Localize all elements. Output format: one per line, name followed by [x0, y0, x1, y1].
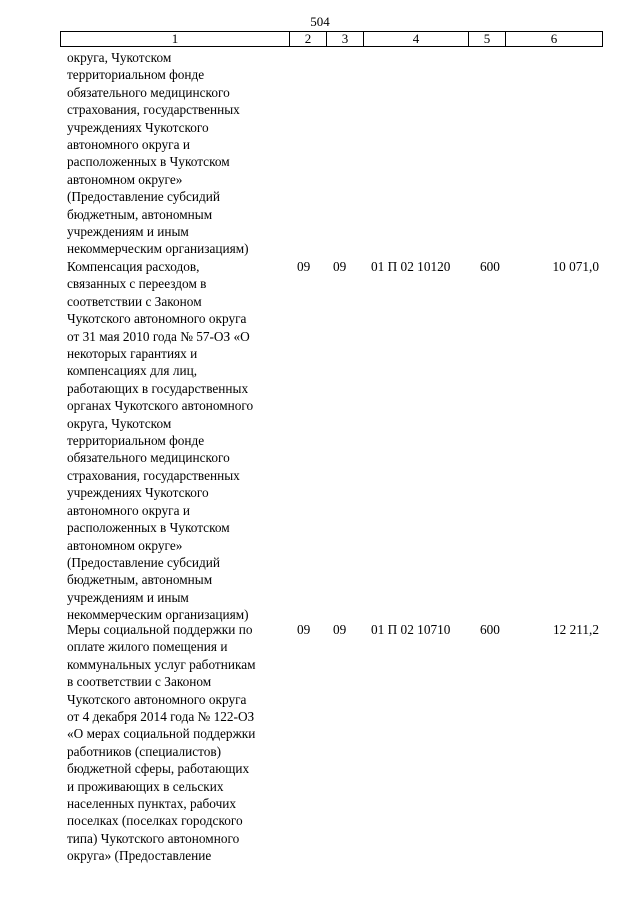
row-description: Компенсация расходов, связанных с переездом в соответствии с Законом Чукотского автономного округа от 31 мая 2010 года № 57-ОЗ «О некоторых гарантиях и компенсациях для лиц, работающих в государственных органах Чукотского автономного округа, Чукотском территориальном фонде обязательного медицинского страхования, государственных учреждениях Чукотского автономного округа и расположенных в Чукотском автономном округе» (Предоставление субсидий бюджетным, автономным учреждениям и иным некоммерческим организациям) [67, 259, 254, 623]
column-header-6: 6 [506, 32, 603, 47]
column-header-4: 4 [364, 32, 469, 47]
row-subsection: 09 [333, 622, 347, 637]
row-expense-type: 600 [480, 259, 500, 274]
column-header-3: 3 [327, 32, 364, 47]
row-section: 09 [297, 622, 311, 637]
column-header-2: 2 [290, 32, 327, 47]
row-expense-type: 600 [480, 622, 500, 637]
column-header-5: 5 [469, 32, 506, 47]
row-target-code: 01 П 02 10120 [371, 259, 451, 274]
row-section: 09 [297, 259, 311, 274]
page-number: 504 [310, 14, 330, 29]
column-header-table [60, 31, 603, 47]
row-amount: 12 211,2 [552, 622, 599, 637]
row-description: Меры социальной поддержки по оплате жилого помещения и коммунальных услуг работникам в соответствии с Законом Чукотского автономного округа от 4 декабря 2014 года № 122-ОЗ «О мерах социальной поддержки работников (специалистов) бюджетной сферы, работающих и проживающих в сельских населенных пунктах, рабочих поселках (поселках городского типа) Чукотского автономного округа» (Предоставление [67, 622, 256, 864]
row-target-code: 01 П 02 10710 [371, 622, 451, 637]
row-subsection: 09 [333, 259, 347, 274]
row-amount: 10 071,0 [552, 259, 599, 274]
column-header-1: 1 [61, 32, 290, 47]
row-description: округа, Чукотском территориальном фонде обязательного медицинского страхования, государственных учреждениях Чукотского автономного округа и расположенных в Чукотском автономном округе» (Предоставление субсидий бюджетным, автономным учреждениям и иным некоммерческим организациям) [67, 50, 249, 257]
column-header-row [61, 32, 603, 47]
